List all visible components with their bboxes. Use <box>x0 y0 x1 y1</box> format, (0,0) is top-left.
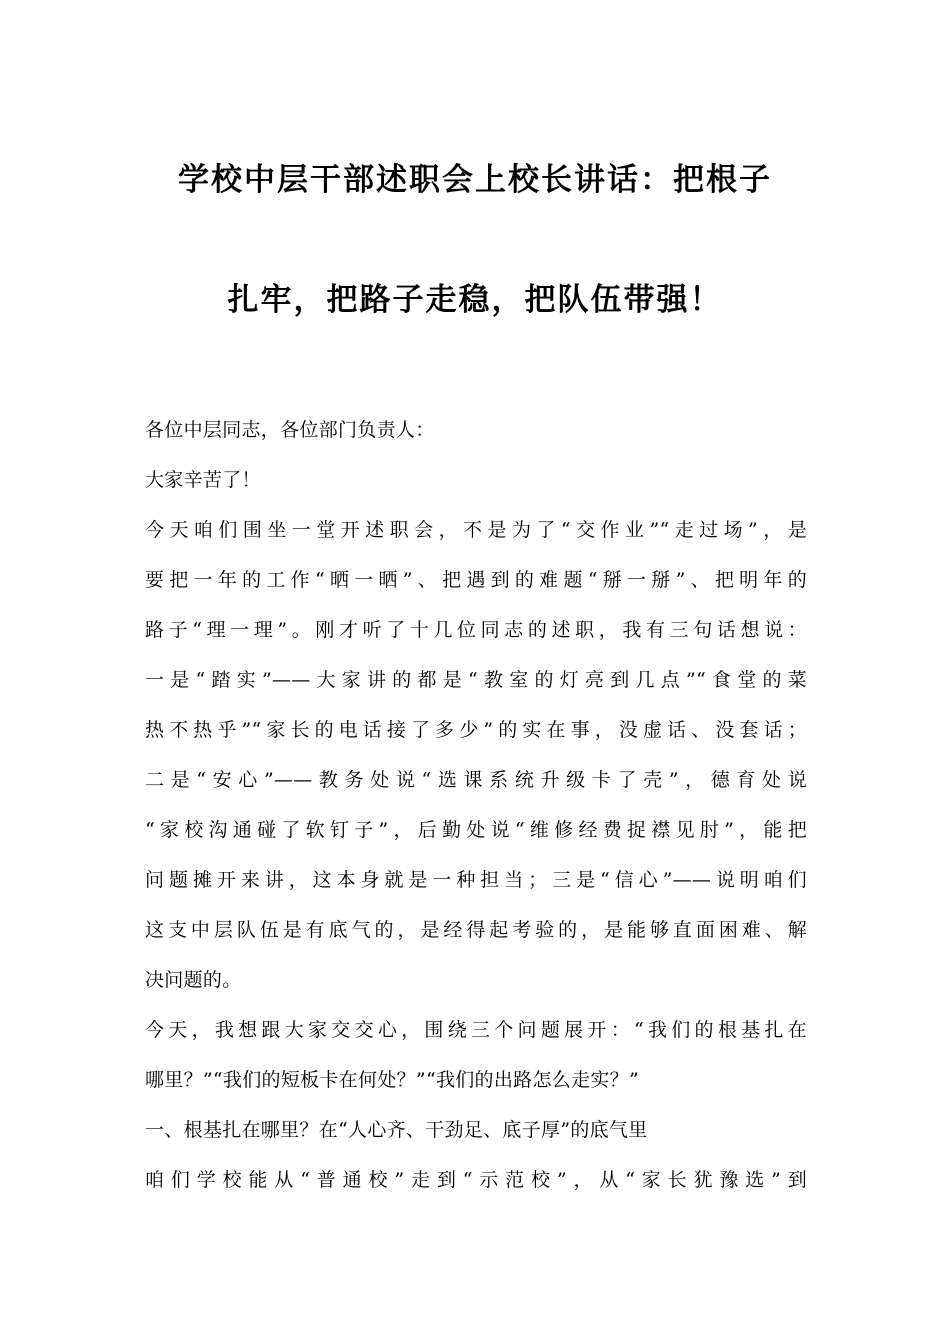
body-line: 二是“安心”——教务处说“选课系统升级卡了壳”，德育处说 <box>145 769 807 791</box>
body-line: 大家辛苦了！ <box>145 469 261 491</box>
body-line: 哪里？”“我们的短板卡在何处？”“我们的出路怎么走实？” <box>145 1069 639 1091</box>
body-line: 各位中层同志，各位部门负责人： <box>145 419 435 441</box>
body-line: 热不热乎”“家长的电话接了多少”的实在事，没虚话、没套话； <box>145 719 807 741</box>
body-line: 问题摊开来讲，这本身就是一种担当；三是“信心”——说明咱们 <box>145 869 807 891</box>
body-line: 今天咱们围坐一堂开述职会，不是为了“交作业”“走过场”，是 <box>145 519 807 541</box>
body-line: 咱们学校能从“普通校”走到“示范校”，从“家长犹豫选”到 <box>145 1169 807 1191</box>
body-line: 一、根基扎在哪里？在“人心齐、干劲足、底子厚”的底气里 <box>145 1119 648 1141</box>
body-line: 要把一年的工作“晒一晒”、把遇到的难题“掰一掰”、把明年的 <box>145 569 807 591</box>
document-body <box>145 412 807 1212</box>
body-line: 决问题的。 <box>145 969 242 991</box>
document-title-line-2: 扎牢，把路子走稳，把队伍带强！ <box>227 282 723 318</box>
body-line: 路子“理一理”。刚才听了十几位同志的述职，我有三句话想说： <box>145 619 807 641</box>
body-line: 一是“踏实”——大家讲的都是“教室的灯亮到几点”“食堂的菜 <box>145 669 807 691</box>
body-line: 今天，我想跟大家交交心，围绕三个问题展开：“我们的根基扎在 <box>145 1019 807 1041</box>
body-line: 这支中层队伍是有底气的，是经得起考验的，是能够直面困难、解 <box>145 919 807 941</box>
body-line: “家校沟通碰了软钉子”，后勤处说“维修经费捉襟见肘”，能把 <box>145 819 807 841</box>
document-title-line-1: 学校中层干部述职会上校长讲话：把根子 <box>178 162 772 198</box>
